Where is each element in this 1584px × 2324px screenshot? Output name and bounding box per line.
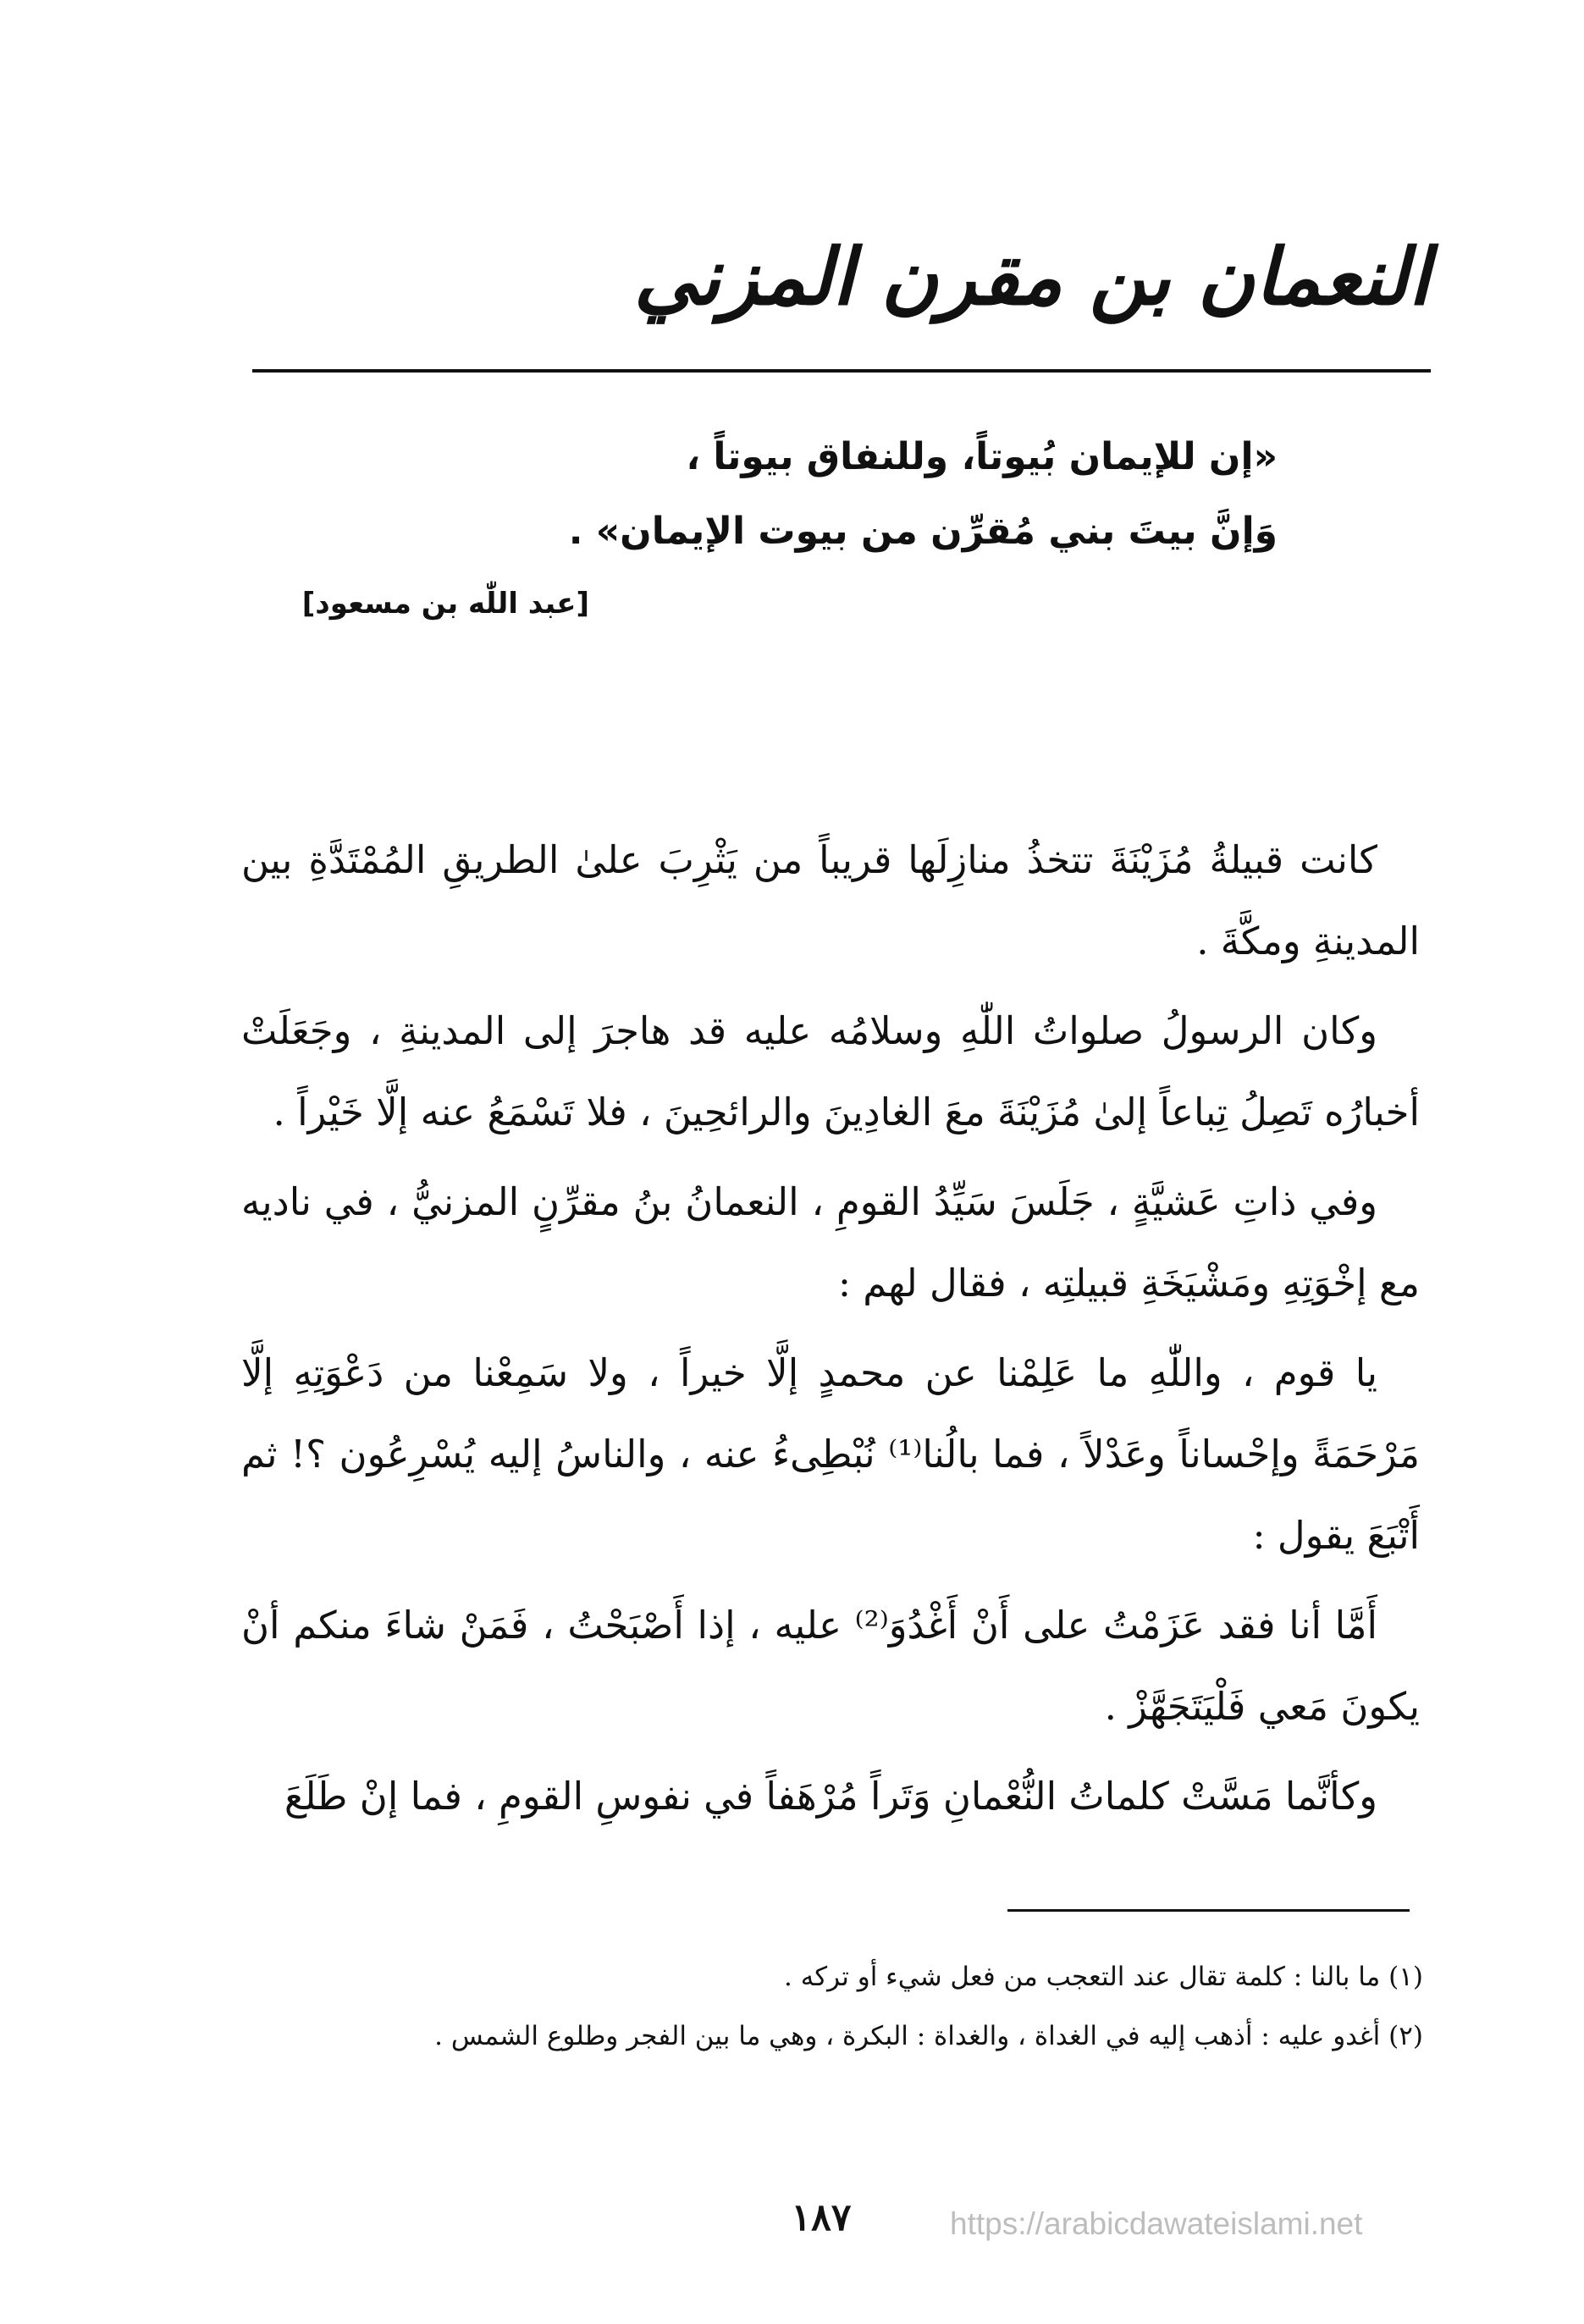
paragraph: وفي ذاتِ عَشيَّةٍ ، جَلَسَ سَيِّدُ القومِ ، النعمانُ بنُ مقرِّنٍ المزنيُّ ، في ناديه مع إخْوَتِهِ ومَشْيَخَةِ قبيلتِه ، فقال لهم :: [241, 1179, 1420, 1306]
paragraph: أَمَّا أنا فقد عَزَمْتُ على أَنْ أَغْدُوَ⁽²⁾ عليه ، إذا أَصْبَحْتُ ، فَمَنْ شاءَ منكم أنْ يكونَ مَعي فَلْيَتَجَهَّزْ .: [241, 1603, 1420, 1729]
epigraph-attribution: [عبد اللّٰه بن مسعود]: [301, 587, 589, 621]
chapter-title: النعمان بن مقرن المزني: [633, 231, 1430, 323]
paragraph: وكان الرسولُ صلواتُ اللّٰهِ وسلامُه عليه قد هاجرَ إلى المدينةِ ، وجَعَلَتْ أخبارُه تَصِلُ تِباعاً إلىٰ مُزَيْنَةَ معَ الغادِينَ والرائحِينَ ، فلا تَسْمَعُ عنه إلَّا خَيْراً .: [241, 1008, 1420, 1134]
paragraph: كانت قبيلةُ مُزَيْنَةَ تتخذُ منازِلَها قريباً من يَثْرِبَ علىٰ الطريقِ المُمْتَدَّةِ بين المدينةِ ومكَّةَ .: [241, 837, 1420, 963]
footnote: (٢) أغدو عليه : أذهب إليه في الغداة ، والغداة : البكرة ، وهي ما بين الفجر وطلوع الشمس .: [434, 2021, 1423, 2051]
paragraph: يا قوم ، واللّٰهِ ما عَلِمْنا عن محمدٍ إلَّا خيراً ، ولا سَمِعْنا من دَعْوَتِهِ إلَّا مَرْحَمَةً وإحْساناً وعَدْلاً ، فما بالُنا⁽¹⁾ نُبْطِىءُ عنه ، والناسُ إليه يُسْرِعُون ؟! ثم أَتْبَعَ يقول :: [241, 1350, 1420, 1558]
footnote: (١) ما بالنا : كلمة تقال عند التعجب من فعل شيء أو تركه .: [784, 1962, 1423, 1992]
paragraph: وكأنَّما مَسَّتْ كلماتُ النُّعْمانِ وَتَراً مُرْهَفاً في نفوسِ القومِ ، فما إنْ طَلَعَ: [284, 1774, 1377, 1819]
epigraph-line-2: وَإنَّ بيتَ بني مُقرِّن من بيوت الإيمان» .: [568, 510, 1278, 553]
page-number: ١٨٧: [791, 2196, 852, 2239]
title-divider: [252, 369, 1431, 373]
footnotes: [323, 1947, 1423, 2066]
body-text: [241, 820, 1420, 1846]
footnote-divider: [1007, 1909, 1410, 1912]
watermark-url: https://arabicdawateislami.net: [950, 2206, 1363, 2241]
epigraph-line-1: «إن للإيمان بُيوتاً، وللنفاق بيوتاً ،: [686, 435, 1278, 478]
